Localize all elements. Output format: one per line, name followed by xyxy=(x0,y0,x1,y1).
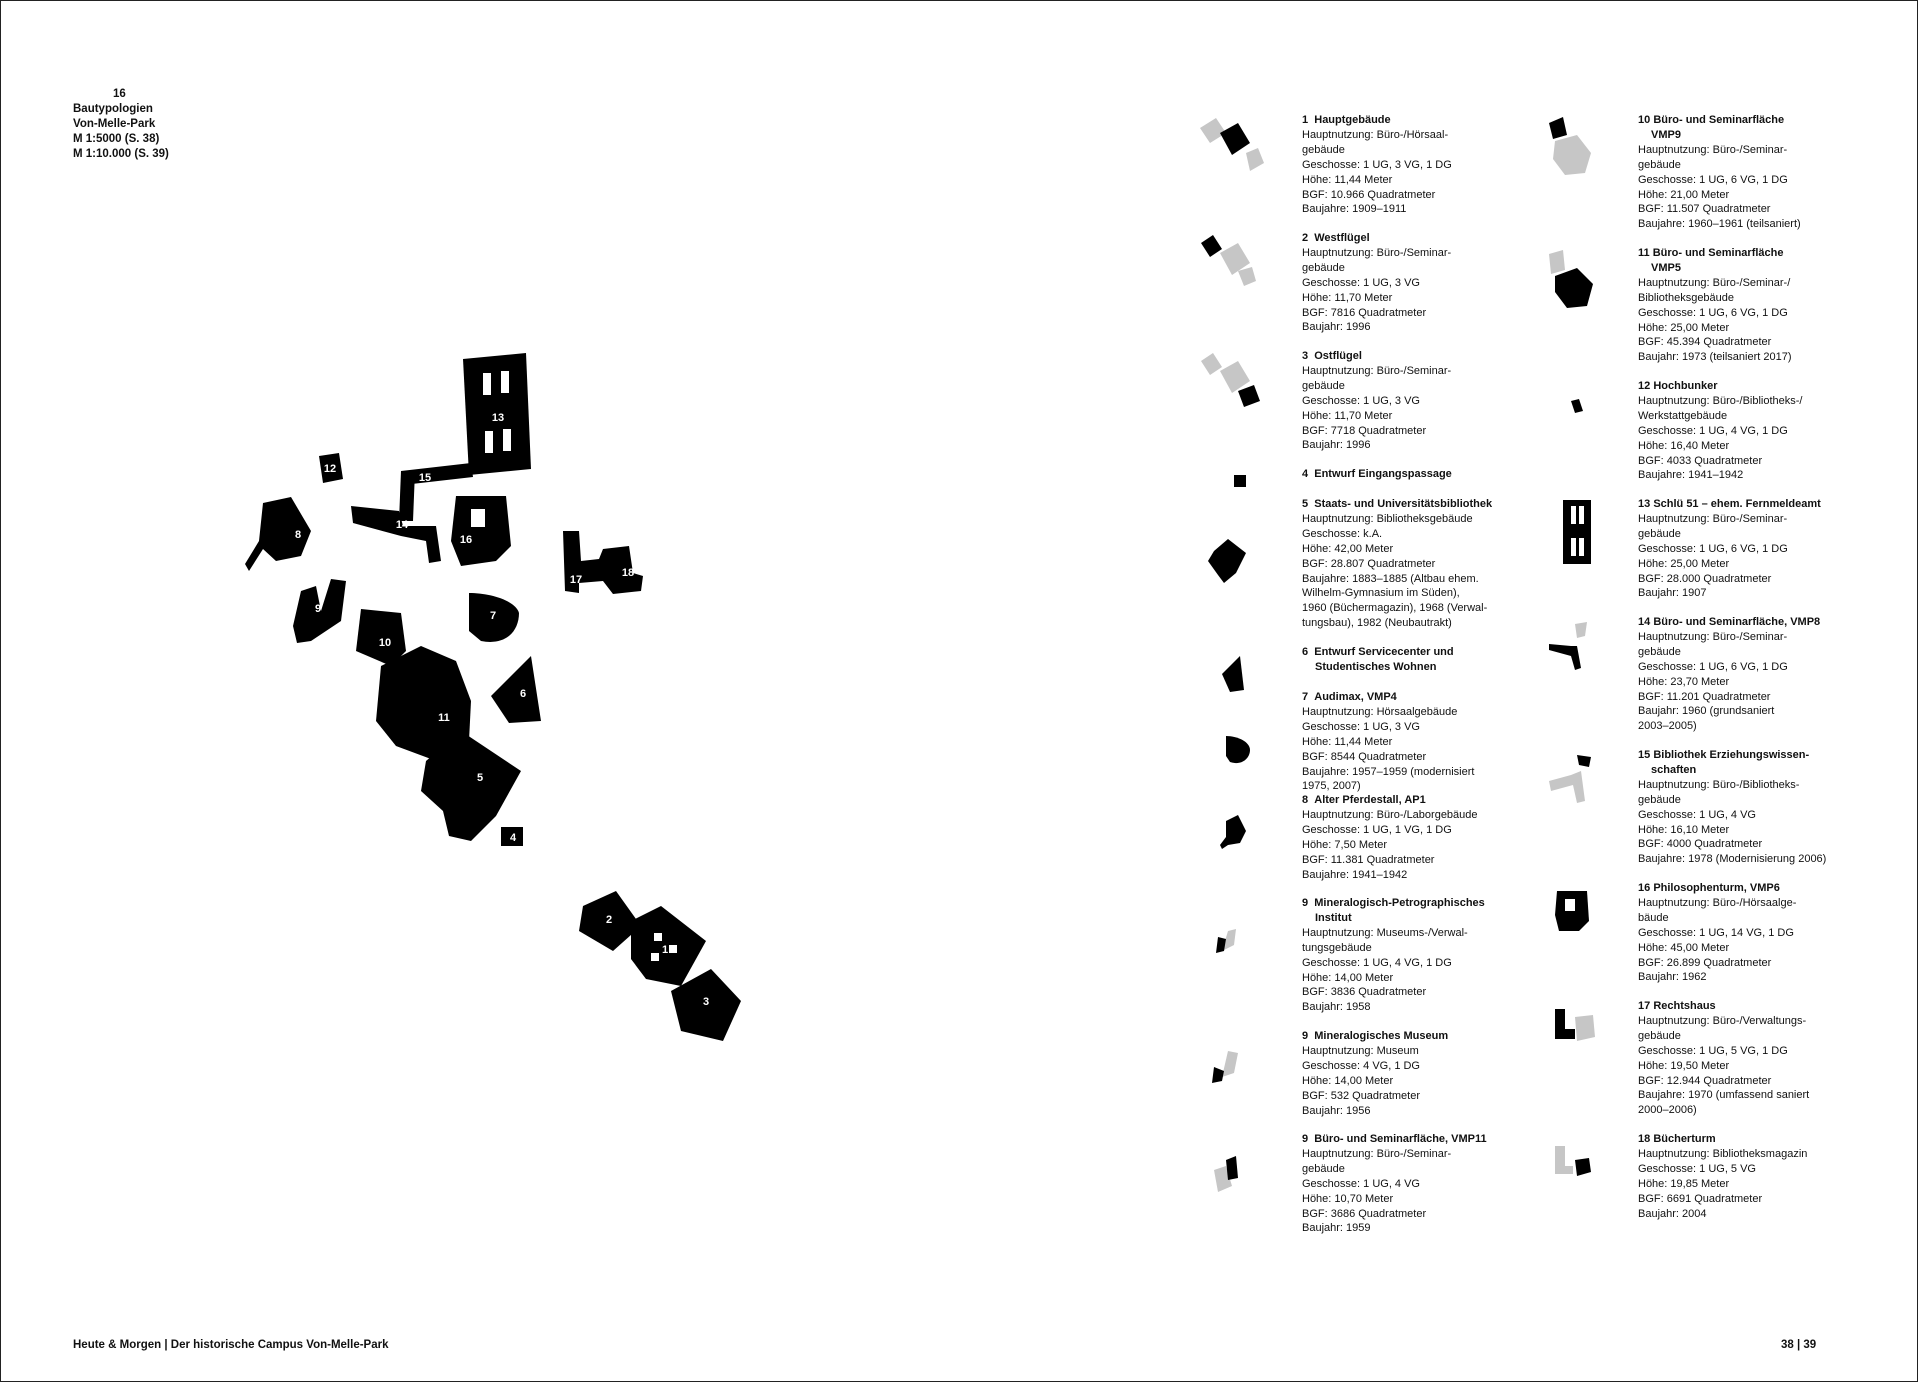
plan-label: 16 xyxy=(459,534,473,546)
caption-line: M 1:5000 (S. 38) xyxy=(73,133,160,145)
entry-number: 3 xyxy=(1302,350,1309,362)
legend-column-right xyxy=(1638,113,1920,1234)
entry-line: Geschosse: 1 UG, 6 VG, 1 DG xyxy=(1638,173,1788,186)
entry-line: BGF: 8544 Quadratmeter xyxy=(1302,750,1427,763)
entry-number: 4 xyxy=(1302,468,1309,480)
entry-number: 15 xyxy=(1638,749,1651,761)
building-16 xyxy=(451,496,511,566)
entry-line: Baujahr: 1996 xyxy=(1302,321,1371,334)
thumbnail-9b xyxy=(1198,1041,1268,1111)
entry-line: Hauptnutzung: Büro-/Seminar- xyxy=(1302,1147,1452,1160)
entry-line: gebäude xyxy=(1638,1029,1681,1042)
legend-entry-18 xyxy=(1638,1132,1920,1221)
thumbnail-7 xyxy=(1198,726,1268,796)
building-1 xyxy=(631,906,706,986)
plan-label: 4 xyxy=(509,832,517,844)
entry-line: BGF: 26.899 Quadratmeter xyxy=(1638,956,1772,969)
entry-line: Höhe: 25,00 Meter xyxy=(1638,321,1730,334)
entry-line: Höhe: 16,40 Meter xyxy=(1638,439,1730,452)
entry-heading: Audimax, VMP4 xyxy=(1314,691,1397,703)
entry-line: Baujahre: 1909–1911 xyxy=(1302,203,1407,216)
entry-title xyxy=(1638,615,1920,630)
entry-line: Baujahre: 1883–1885 (Altbau ehem. xyxy=(1302,572,1479,585)
entry-line: BGF: 28.807 Quadratmeter xyxy=(1302,557,1436,570)
entry-title xyxy=(1638,246,1920,261)
building-8 xyxy=(245,497,311,571)
entry-title xyxy=(1638,748,1920,763)
entry-line: Baujahr: 1956 xyxy=(1302,1104,1371,1117)
plan-label: 18 xyxy=(621,567,635,579)
entry-line: gebäude xyxy=(1638,793,1681,806)
entry-heading: Bücherturm xyxy=(1653,1133,1716,1145)
entry-number: 6 xyxy=(1302,646,1309,658)
entry-line: Höhe: 14,00 Meter xyxy=(1302,1074,1394,1087)
legend-entry-11 xyxy=(1638,246,1920,366)
entry-line: Höhe: 42,00 Meter xyxy=(1302,542,1394,555)
entry-line: Höhe: 7,50 Meter xyxy=(1302,838,1387,851)
entry-line: Hauptnutzung: Büro-/Seminar-/ xyxy=(1638,276,1791,289)
entry-line: 2000–2006) xyxy=(1638,1104,1697,1117)
entry-line: Höhe: 45,00 Meter xyxy=(1638,941,1730,954)
entry-number: 9 xyxy=(1302,897,1309,909)
entry-line: Hauptnutzung: Büro-/Verwaltungs- xyxy=(1638,1014,1807,1027)
entry-line: tungsbau), 1982 (Neubautrakt) xyxy=(1302,617,1452,630)
building-14 xyxy=(351,506,441,563)
thumbnail-3 xyxy=(1198,349,1268,419)
entry-line: Baujahr: 1973 (teilsaniert 2017) xyxy=(1638,351,1792,364)
entry-line: BGF: 11.381 Quadratmeter xyxy=(1302,853,1435,866)
entry-line: Höhe: 11,70 Meter xyxy=(1302,291,1393,304)
figure-number: 16 xyxy=(113,88,126,100)
entry-line: Geschosse: 1 UG, 14 VG, 1 DG xyxy=(1638,926,1794,939)
entry-number: 1 xyxy=(1302,114,1309,126)
entry-number: 13 xyxy=(1638,498,1651,510)
entry-line: BGF: 45.394 Quadratmeter xyxy=(1638,336,1772,349)
plan-label: 15 xyxy=(418,472,432,484)
entry-line: Baujahre: 1941–1942 xyxy=(1638,469,1744,482)
plan-label: 2 xyxy=(605,914,613,926)
plan-label: 5 xyxy=(476,772,484,784)
entry-line: Höhe: 23,70 Meter xyxy=(1638,675,1730,688)
entry-heading: Entwurf Servicecenter und xyxy=(1314,646,1454,658)
entry-line: Höhe: 16,10 Meter xyxy=(1638,823,1730,836)
entry-line: Hauptnutzung: Büro-/Seminar- xyxy=(1638,512,1788,525)
entry-line: bäude xyxy=(1638,911,1669,924)
plan-label: 3 xyxy=(702,996,710,1008)
entry-line: Geschosse: 1 UG, 4 VG, 1 DG xyxy=(1638,424,1788,437)
entry-line: Baujahr: 1958 xyxy=(1302,1001,1371,1014)
entry-line: Baujahre: 1970 (umfassend saniert xyxy=(1638,1089,1810,1102)
entry-line: Höhe: 25,00 Meter xyxy=(1638,557,1730,570)
entry-line: Höhe: 11,44 Meter xyxy=(1302,173,1393,186)
entry-line: gebäude xyxy=(1638,645,1681,658)
caption-line: Bautypologien xyxy=(73,103,153,115)
entry-number: 9 xyxy=(1302,1030,1309,1042)
entry-line: Geschosse: 1 UG, 4 VG xyxy=(1302,1177,1420,1190)
thumbnail-2 xyxy=(1198,231,1268,301)
plan-label: 10 xyxy=(378,637,392,649)
entry-heading: Entwurf Eingangspassage xyxy=(1314,468,1452,480)
entry-line: Geschosse: 4 VG, 1 DG xyxy=(1302,1059,1420,1072)
entry-heading-continued: VMP5 xyxy=(1651,261,1681,274)
legend-entry-15 xyxy=(1638,748,1920,868)
page-numbers: 38 | 39 xyxy=(1781,1339,1817,1351)
entry-line: BGF: 28.000 Quadratmeter xyxy=(1638,572,1772,585)
entry-title xyxy=(1638,881,1920,896)
plan-label: 6 xyxy=(519,688,527,700)
entry-heading: Mineralogisch-Petrographisches xyxy=(1314,897,1485,909)
entry-line: Geschosse: 1 UG, 3 VG xyxy=(1302,720,1420,733)
entry-line: Höhe: 19,50 Meter xyxy=(1638,1059,1730,1072)
entry-line: Bibliotheksgebäude xyxy=(1638,291,1735,304)
legend-entry-17 xyxy=(1638,999,1920,1119)
entry-heading-continued: Studentisches Wohnen xyxy=(1315,660,1437,673)
entry-heading: Mineralogisches Museum xyxy=(1314,1030,1449,1042)
entry-heading: Philosophenturm, VMP6 xyxy=(1653,882,1780,894)
entry-line: BGF: 4000 Quadratmeter xyxy=(1638,838,1763,851)
thumbnail-1 xyxy=(1198,113,1268,183)
legend-entry-10 xyxy=(1638,113,1920,233)
entry-line: Baujahr: 1907 xyxy=(1638,587,1707,600)
legend-entry-13 xyxy=(1638,497,1920,602)
entry-line: Baujahr: 1962 xyxy=(1638,971,1707,984)
entry-number: 5 xyxy=(1302,498,1309,510)
entry-heading: Westflügel xyxy=(1314,232,1370,244)
entry-title xyxy=(1638,497,1920,512)
entry-line: Hauptnutzung: Büro-/Seminar- xyxy=(1638,143,1788,156)
legend-entry-16 xyxy=(1638,881,1920,986)
plan-label: 17 xyxy=(569,574,583,586)
entry-number: 16 xyxy=(1638,882,1651,894)
entry-line: tungsgebäude xyxy=(1302,941,1372,954)
entry-number: 11 xyxy=(1638,247,1650,259)
site-plan xyxy=(231,341,751,1041)
entry-number: 7 xyxy=(1302,691,1309,703)
entry-line: BGF: 3686 Quadratmeter xyxy=(1302,1207,1427,1220)
entry-title xyxy=(1638,113,1920,128)
plan-label: 7 xyxy=(489,610,497,622)
entry-number: 9 xyxy=(1302,1133,1309,1145)
entry-heading-continued: schaften xyxy=(1651,763,1697,776)
entry-heading: Bibliothek Erziehungswissen- xyxy=(1653,749,1810,761)
entry-line: Höhe: 14,00 Meter xyxy=(1302,971,1394,984)
entry-line: Geschosse: 1 UG, 5 VG xyxy=(1638,1162,1756,1175)
entry-heading: Staats- und Universitätsbibliothek xyxy=(1314,498,1493,510)
thumbnail-5 xyxy=(1198,531,1268,601)
entry-number: 8 xyxy=(1302,794,1309,806)
caption-line: Von-Melle-Park xyxy=(73,118,156,130)
entry-line: Geschosse: k.A. xyxy=(1302,527,1383,540)
entry-line: Werkstattgebäude xyxy=(1638,409,1728,422)
legend-entry-14 xyxy=(1638,615,1920,735)
running-footer: Heute & Morgen | Der historische Campus Von-Melle-Park xyxy=(73,1339,389,1351)
entry-line: 2003–2005) xyxy=(1638,720,1697,733)
entry-line: Baujahre: 1978 (Modernisierung 2006) xyxy=(1638,853,1827,866)
entry-heading-continued: VMP9 xyxy=(1651,128,1681,141)
plan-label: 13 xyxy=(491,412,505,424)
entry-line: Geschosse: 1 UG, 6 VG, 1 DG xyxy=(1638,542,1788,555)
caption-line: M 1:10.000 (S. 39) xyxy=(73,148,169,160)
entry-line: Geschosse: 1 UG, 3 VG, 1 DG xyxy=(1302,158,1452,171)
entry-line: Geschosse: 1 UG, 1 VG, 1 DG xyxy=(1302,823,1452,836)
entry-title xyxy=(1638,1132,1920,1147)
entry-line: Hauptnutzung: Museums-/Verwal- xyxy=(1302,926,1468,939)
entry-line: BGF: 6691 Quadratmeter xyxy=(1638,1192,1763,1205)
entry-line: Geschosse: 1 UG, 6 VG, 1 DG xyxy=(1638,660,1788,673)
entry-line: Baujahr: 2004 xyxy=(1638,1207,1707,1220)
entry-line: Hauptnutzung: Büro-/Hörsaalge- xyxy=(1638,896,1797,909)
plan-label: 12 xyxy=(323,463,337,475)
entry-number: 12 xyxy=(1638,380,1651,392)
entry-line: BGF: 7816 Quadratmeter xyxy=(1302,306,1427,319)
entry-line: Geschosse: 1 UG, 4 VG, 1 DG xyxy=(1302,956,1452,969)
entry-heading: Büro- und Seminarfläche, VMP8 xyxy=(1653,616,1821,628)
entry-line: Hauptnutzung: Büro-/Seminar- xyxy=(1638,630,1788,643)
entry-line: Höhe: 21,00 Meter xyxy=(1638,188,1730,201)
entry-number: 10 xyxy=(1638,114,1651,126)
entry-title xyxy=(1638,379,1920,394)
thumbnail-8 xyxy=(1198,809,1268,879)
entry-line: Hauptnutzung: Büro-/Seminar- xyxy=(1302,246,1452,259)
entry-line: gebäude xyxy=(1638,158,1681,171)
entry-line: BGF: 7718 Quadratmeter xyxy=(1302,424,1427,437)
entry-line: Geschosse: 1 UG, 4 VG xyxy=(1638,808,1756,821)
entry-line: Baujahr: 1959 xyxy=(1302,1222,1371,1235)
entry-line: Höhe: 11,70 Meter xyxy=(1302,409,1393,422)
entry-line: Baujahr: 1960 (grundsaniert xyxy=(1638,705,1775,718)
plan-label: 14 xyxy=(395,519,409,531)
entry-line: BGF: 12.944 Quadratmeter xyxy=(1638,1074,1772,1087)
entry-line: Baujahre: 1941–1942 xyxy=(1302,868,1408,881)
entry-heading: Hauptgebäude xyxy=(1314,114,1391,126)
entry-number: 18 xyxy=(1638,1133,1651,1145)
entry-line: BGF: 4033 Quadratmeter xyxy=(1638,454,1763,467)
figure-caption xyxy=(73,87,169,162)
entry-line: Hauptnutzung: Büro-/Hörsaal- xyxy=(1302,128,1449,141)
entry-line: 1960 (Büchermagazin), 1968 (Verwal- xyxy=(1302,602,1488,615)
entry-line: Hauptnutzung: Bibliotheksgebäude xyxy=(1302,512,1473,525)
entry-line: Hauptnutzung: Museum xyxy=(1302,1044,1419,1057)
plan-label: 11 xyxy=(438,712,450,724)
entry-line: Baujahr: 1996 xyxy=(1302,439,1371,452)
entry-number: 17 xyxy=(1638,1000,1651,1012)
entry-title xyxy=(1638,999,1920,1014)
entry-line: Höhe: 10,70 Meter xyxy=(1302,1192,1394,1205)
entry-heading: Rechtshaus xyxy=(1653,1000,1716,1012)
entry-heading-continued: Institut xyxy=(1315,911,1352,924)
entry-line: Wilhelm-Gymnasium im Süden), xyxy=(1302,587,1460,600)
entry-heading: Büro- und Seminarfläche xyxy=(1652,247,1784,259)
entry-line: 1975, 2007) xyxy=(1302,780,1361,793)
thumbnail-4 xyxy=(1198,467,1268,537)
building-6 xyxy=(491,656,541,723)
legend-entry-12 xyxy=(1638,379,1920,484)
entry-line: Geschosse: 1 UG, 6 VG, 1 DG xyxy=(1638,306,1788,319)
entry-line: gebäude xyxy=(1302,143,1345,156)
entry-line: Hauptnutzung: Bibliotheksmagazin xyxy=(1638,1147,1808,1160)
entry-line: gebäude xyxy=(1638,527,1681,540)
plan-label: 1 xyxy=(661,944,669,956)
thumbnail-6 xyxy=(1198,646,1268,716)
entry-heading: Büro- und Seminarfläche xyxy=(1653,114,1785,126)
entry-number: 14 xyxy=(1638,616,1651,628)
entry-heading: Büro- und Seminarfläche, VMP11 xyxy=(1314,1133,1487,1145)
entry-line: BGF: 532 Quadratmeter xyxy=(1302,1089,1420,1102)
thumbnail-9c xyxy=(1198,1146,1268,1216)
entry-line: gebäude xyxy=(1302,379,1345,392)
entry-heading: Schlü 51 – ehem. Fernmeldeamt xyxy=(1653,498,1821,510)
entry-line: Baujahre: 1957–1959 (modernisiert xyxy=(1302,765,1475,778)
entry-line: gebäude xyxy=(1302,1162,1345,1175)
entry-heading: Alter Pferdestall, AP1 xyxy=(1314,794,1426,806)
entry-line: BGF: 3836 Quadratmeter xyxy=(1302,986,1427,999)
entry-heading: Ostflügel xyxy=(1314,350,1362,362)
entry-heading: Hochbunker xyxy=(1653,380,1718,392)
entry-line: Hauptnutzung: Büro-/Bibliotheks-/ xyxy=(1638,394,1803,407)
plan-label: 8 xyxy=(294,529,302,541)
entry-line: Hauptnutzung: Hörsaalgebäude xyxy=(1302,705,1458,718)
entry-line: BGF: 10.966 Quadratmeter xyxy=(1302,188,1436,201)
entry-line: Hauptnutzung: Büro-/Laborgebäude xyxy=(1302,808,1478,821)
plan-label: 9 xyxy=(314,603,322,615)
entry-line: BGF: 11.201 Quadratmeter xyxy=(1638,690,1771,703)
entry-number: 2 xyxy=(1302,232,1309,244)
entry-line: BGF: 11.507 Quadratmeter xyxy=(1638,203,1771,216)
entry-line: Hauptnutzung: Büro-/Seminar- xyxy=(1302,364,1452,377)
thumbnail-9a xyxy=(1198,911,1268,981)
entry-line: Geschosse: 1 UG, 3 VG xyxy=(1302,394,1420,407)
entry-line: Hauptnutzung: Büro-/Bibliotheks- xyxy=(1638,778,1800,791)
entry-line: Geschosse: 1 UG, 3 VG xyxy=(1302,276,1420,289)
entry-line: Geschosse: 1 UG, 5 VG, 1 DG xyxy=(1638,1044,1788,1057)
entry-line: Höhe: 11,44 Meter xyxy=(1302,735,1393,748)
entry-line: Baujahre: 1960–1961 (teilsaniert) xyxy=(1638,218,1801,231)
entry-line: gebäude xyxy=(1302,261,1345,274)
entry-line: Höhe: 19,85 Meter xyxy=(1638,1177,1730,1190)
